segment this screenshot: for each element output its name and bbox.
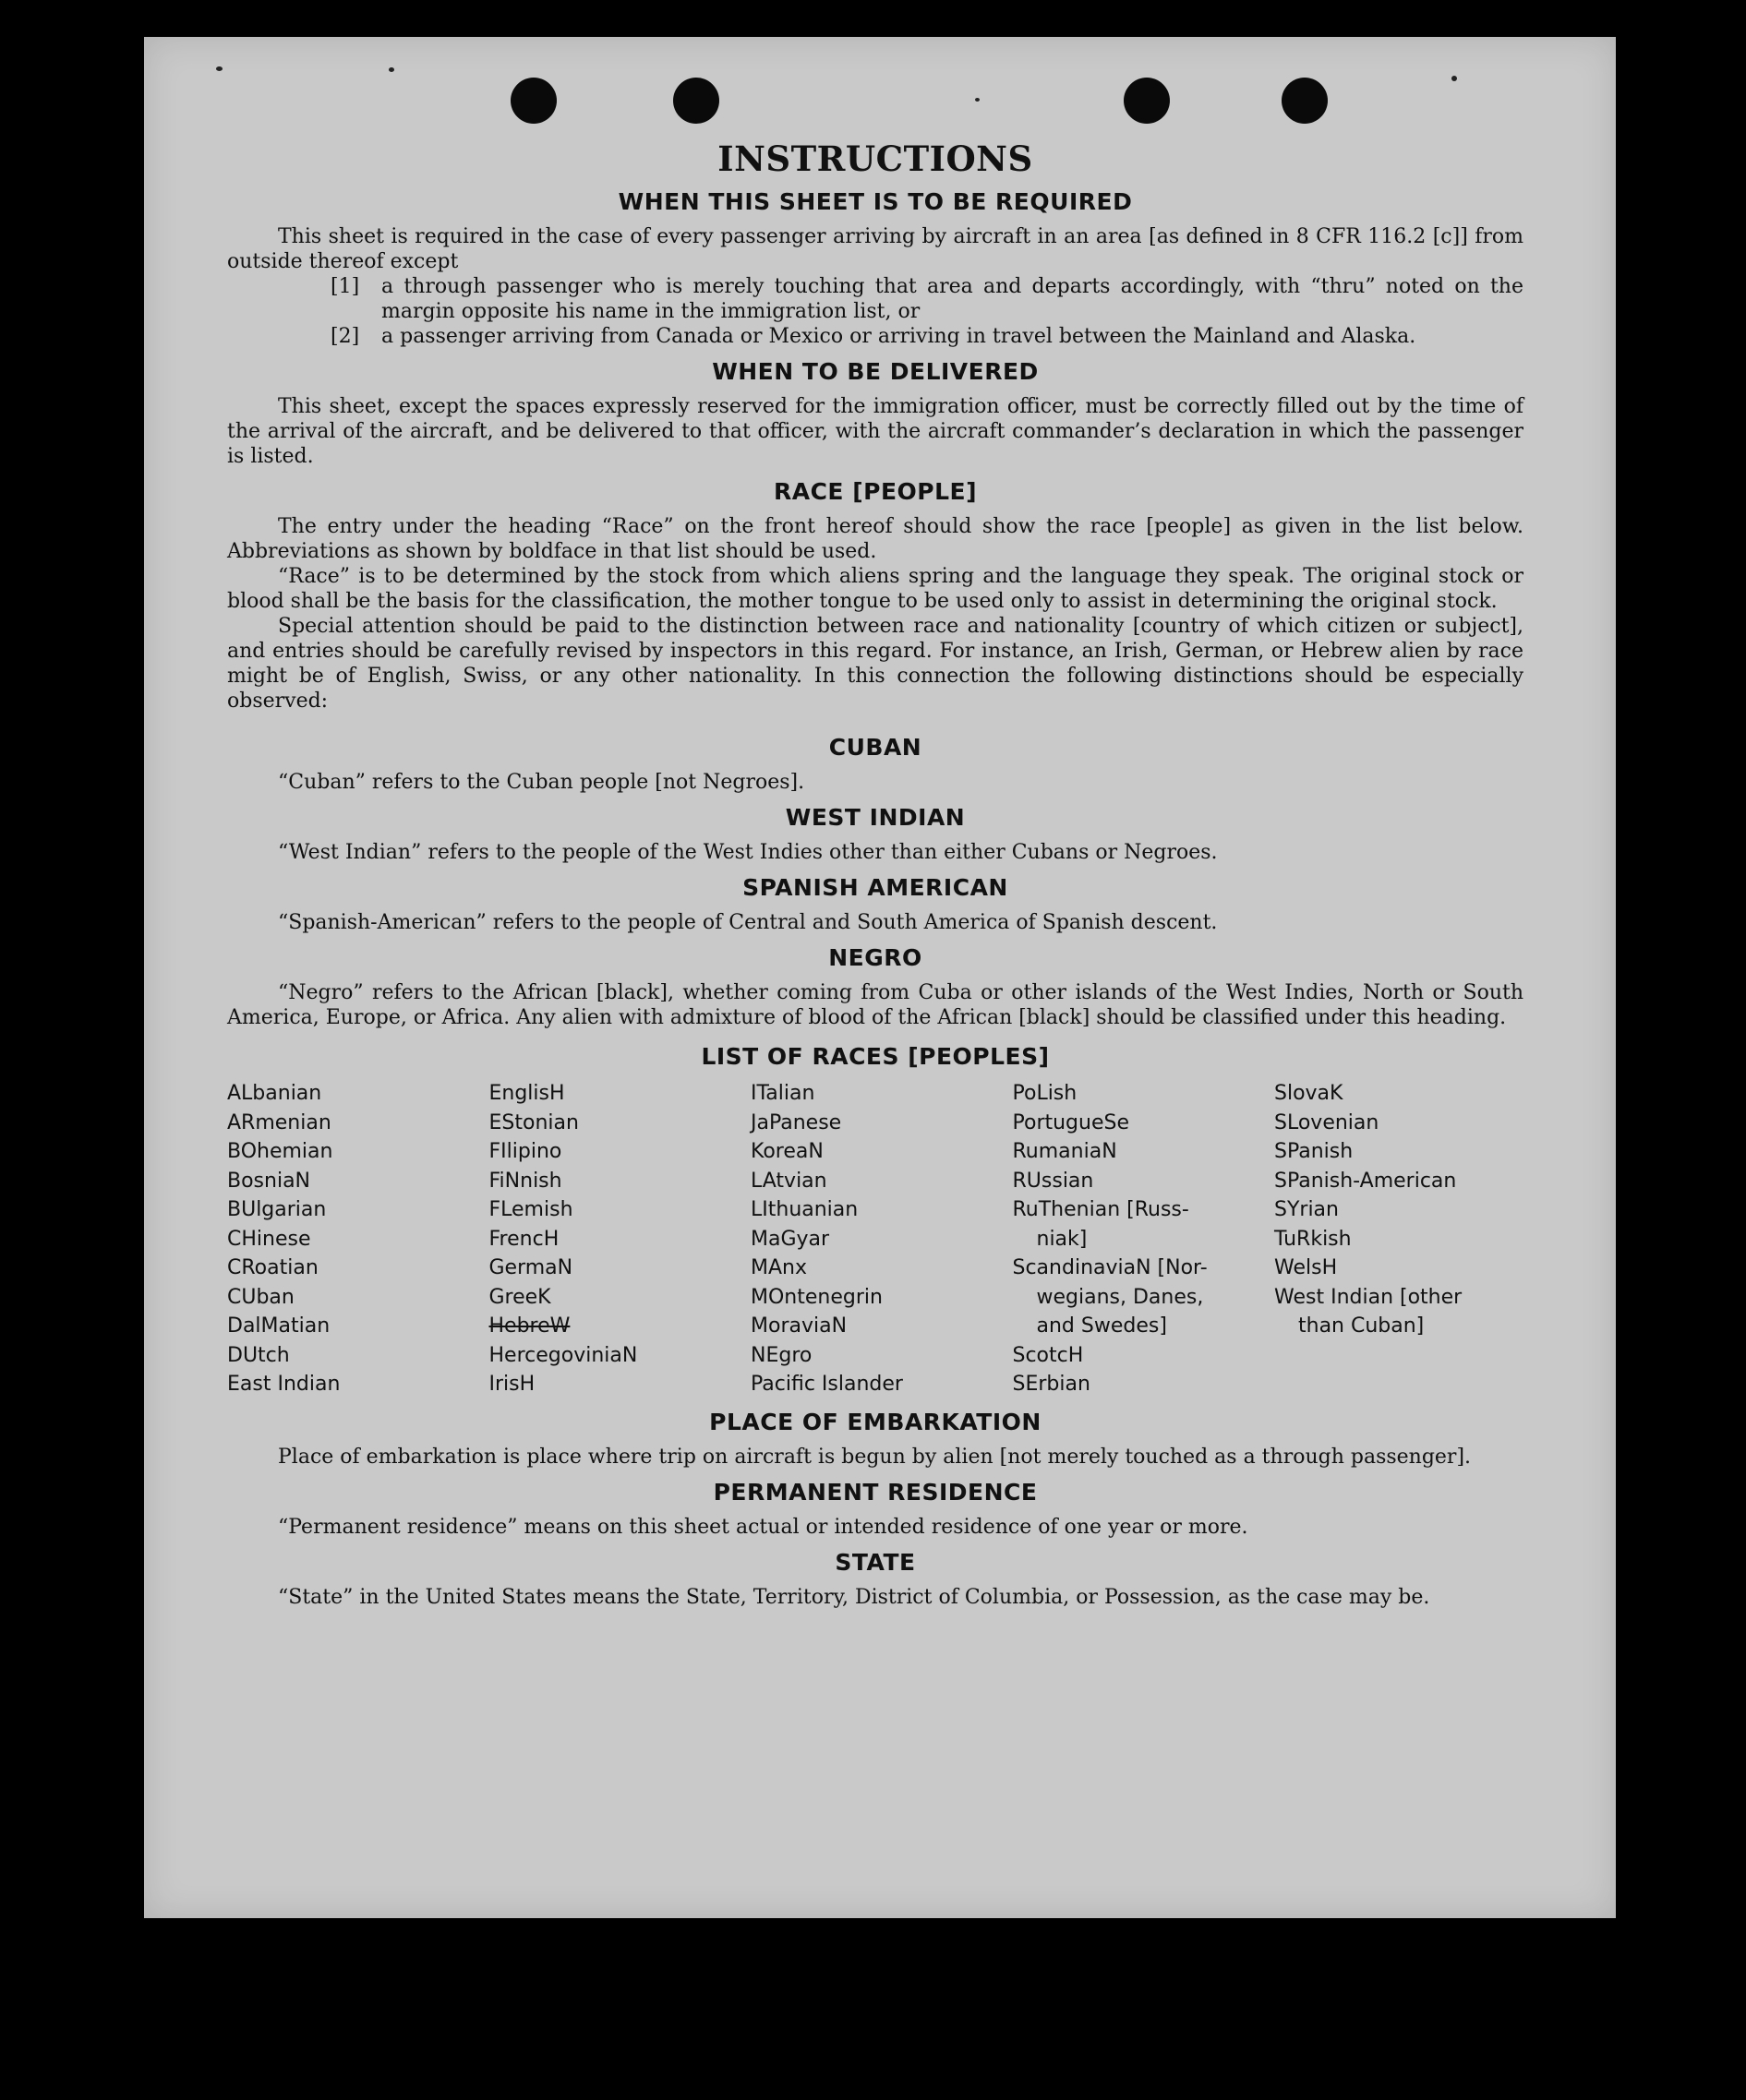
heading-race: RACE [PEOPLE] — [773, 478, 978, 505]
race-entry: LIthuanian — [751, 1198, 859, 1221]
races-column-1 — [227, 1079, 476, 1399]
race-entry: BosniaN — [227, 1169, 311, 1193]
race-entry: BUlgarian — [227, 1198, 327, 1221]
race-entry: GreeK — [488, 1285, 551, 1309]
race-entry: SYrian — [1274, 1198, 1339, 1221]
race-entry: SErbian — [1012, 1373, 1090, 1396]
punch-hole-3 — [1124, 78, 1170, 124]
heading-required: WHEN THIS SHEET IS TO BE REQUIRED — [618, 188, 1133, 215]
race-entry: Pacific Islander — [751, 1373, 903, 1396]
required-item-1-text: a through passenger who is merely touching that area and departs accordingly, with “thru” noted on the margin opposite his name in the immigration list, or — [381, 275, 1523, 323]
embarkation-text: Place of embarkation is place where trip on aircraft is begun by alien [not merely touched as a through passenger]. — [278, 1445, 1472, 1469]
race-entry: East Indian — [227, 1373, 341, 1396]
document-page — [144, 37, 1616, 1918]
punch-hole-2 — [673, 78, 719, 124]
race-entry: SPanish-American — [1274, 1169, 1457, 1193]
speck-mark — [216, 66, 223, 71]
race-entry: ITalian — [751, 1082, 815, 1105]
race-entry: MAnx — [751, 1256, 807, 1279]
race-paragraph-1: The entry under the heading “Race” on the front hereof should show the race [people] as given in the list below. Abbreviations as shown by boldface in that list should be used. — [227, 515, 1523, 563]
race-entry: FLemish — [488, 1198, 573, 1221]
state-text: “State” in the United States means the State, Territory, District of Columbia, or Possession, as the case may be. — [278, 1585, 1430, 1609]
race-entry: RuThenian [Russ- — [1012, 1198, 1189, 1221]
race-entry: ScandinaviaN [Nor- — [1012, 1256, 1208, 1279]
heading-embarkation: PLACE OF EMBARKATION — [709, 1408, 1042, 1435]
race-entry: JaPanese — [751, 1110, 842, 1134]
document-content — [227, 138, 1523, 1610]
race-entry: EStonian — [488, 1110, 579, 1134]
race-entry: ScotcH — [1012, 1343, 1084, 1367]
heading-cuban: CUBAN — [828, 734, 922, 761]
race-entry-continued: and Swedes] — [1036, 1314, 1167, 1338]
race-entry: PoLish — [1012, 1082, 1078, 1105]
race-paragraph-2: “Race” is to be determined by the stock from which aliens spring and the language they speak. The original stock or blood shall be the basis for the classification, the mother tongue to be used only to assist in determining the original stock. — [227, 565, 1523, 613]
required-item-1 — [331, 274, 1523, 324]
race-entry: LAtvian — [751, 1169, 827, 1193]
race-entry: RUssian — [1012, 1169, 1094, 1193]
race-paragraph-3: Special attention should be paid to the distinction between race and nationality [country of which citizen or subject], and entries should be carefully revised by inspectors in this regard. For instance, an Irish, German, or Hebrew alien by race might be of English, Swiss, or any other nationality. In this connection the following distinctions should be especially observed: — [227, 615, 1523, 713]
race-entry: RumaniaN — [1012, 1140, 1117, 1163]
race-entry: TuRkish — [1274, 1227, 1352, 1251]
speck-mark — [1451, 76, 1457, 81]
race-entry: KoreaN — [751, 1140, 824, 1163]
race-entry: SLovenian — [1274, 1110, 1379, 1134]
residence-text: “Permanent residence” means on this sheet actual or intended residence of one year or more. — [278, 1515, 1248, 1539]
required-item-2-num: [2] — [331, 325, 360, 348]
heading-state: STATE — [835, 1548, 916, 1576]
race-entry: CRoatian — [227, 1256, 319, 1279]
spanish-american-text: “Spanish-American” refers to the people of Central and South America of Spanish descent. — [278, 911, 1218, 934]
west-indian-text: “West Indian” refers to the people of the West Indies other than either Cubans or Negroes. — [278, 841, 1218, 864]
race-entry: MOntenegrin — [751, 1285, 883, 1309]
race-entry: DUtch — [227, 1343, 290, 1367]
races-column-5 — [1274, 1079, 1523, 1399]
race-entry: FIlipino — [488, 1140, 562, 1163]
race-entry: FiNnish — [488, 1169, 562, 1193]
speck-mark — [389, 67, 394, 72]
race-entry: ARmenian — [227, 1110, 331, 1134]
heading-residence: PERMANENT RESIDENCE — [713, 1478, 1038, 1506]
race-entry-continued: than Cuban] — [1298, 1314, 1425, 1338]
race-entry: West Indian [other — [1274, 1285, 1463, 1309]
race-entry: ALbanian — [227, 1082, 322, 1105]
race-entry: MaGyar — [751, 1227, 830, 1251]
heading-list-of-races: LIST OF RACES [PEOPLES] — [701, 1043, 1050, 1070]
race-entry: DalMatian — [227, 1314, 331, 1338]
page-title: INSTRUCTIONS — [717, 138, 1033, 179]
required-intro: This sheet is required in the case of every passenger arriving by aircraft in an area [as defined in 8 CFR 116.2 [c]] from outside thereof except — [227, 225, 1523, 273]
heading-negro: NEGRO — [828, 944, 922, 971]
races-column-4 — [1013, 1079, 1262, 1399]
heading-spanish-american: SPANISH AMERICAN — [742, 874, 1008, 901]
heading-west-indian: WEST INDIAN — [785, 804, 966, 831]
punch-hole-1 — [511, 78, 557, 124]
race-entry: FrencH — [488, 1227, 560, 1251]
race-entry: CUban — [227, 1285, 295, 1309]
required-item-1-num: [1] — [331, 275, 360, 298]
race-entry: HercegoviniaN — [488, 1343, 638, 1367]
negro-text: “Negro” refers to the African [black], whether coming from Cuba or other islands of the West Indies, North or South America, Europe, or Africa. Any alien with admixture of blood of the African [black] should be classified under this heading. — [227, 981, 1523, 1029]
race-entry: PortugueSe — [1012, 1110, 1129, 1134]
race-entry: SlovaK — [1274, 1082, 1343, 1105]
race-entry: BOhemian — [227, 1140, 333, 1163]
required-item-2-text: a passenger arriving from Canada or Mexico or arriving in travel between the Mainland and Alaska. — [381, 325, 1416, 348]
speck-mark — [975, 98, 980, 102]
race-entry: GermaN — [488, 1256, 573, 1279]
required-item-2 — [331, 324, 1523, 349]
race-entry: SPanish — [1274, 1140, 1354, 1163]
race-entry: IrisH — [488, 1373, 536, 1396]
cuban-text: “Cuban” refers to the Cuban people [not Negroes]. — [278, 771, 805, 794]
race-entry: EnglisH — [488, 1082, 565, 1105]
race-entry: WelsH — [1274, 1256, 1338, 1279]
race-entry: CHinese — [227, 1227, 311, 1251]
race-entry-struck: HebreW — [488, 1314, 571, 1338]
race-entry-continued: niak] — [1036, 1227, 1088, 1251]
delivered-text: This sheet, except the spaces expressly reserved for the immigration officer, must be correctly filled out by the time of the arrival of the aircraft, and be delivered to that officer, with the aircraft commander’s declaration in which the passenger is listed. — [227, 395, 1523, 468]
race-entry: MoraviaN — [751, 1314, 848, 1338]
races-column-2 — [489, 1079, 739, 1399]
races-list — [227, 1079, 1523, 1399]
race-entry: NEgro — [751, 1343, 813, 1367]
race-entry-continued: wegians, Danes, — [1036, 1285, 1204, 1309]
races-column-3 — [751, 1079, 1000, 1399]
punch-hole-4 — [1282, 78, 1328, 124]
heading-delivered: WHEN TO BE DELIVERED — [712, 358, 1039, 385]
